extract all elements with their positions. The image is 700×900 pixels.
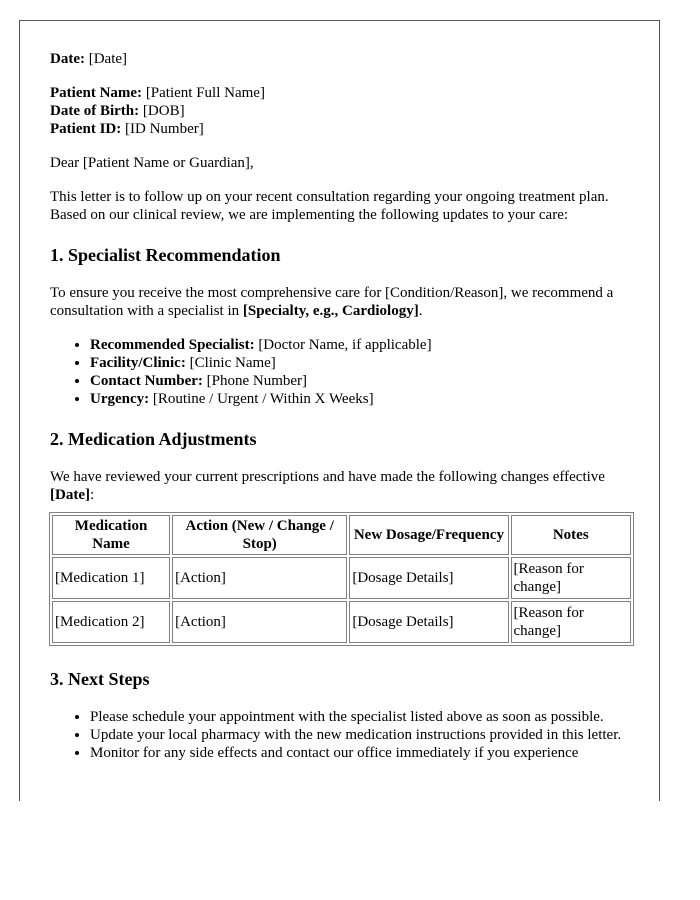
list-item	[90, 354, 635, 372]
date-value: [Date]	[88, 51, 128, 67]
table-cell: [Reason for change]	[511, 557, 632, 599]
urgency-label: Urgency:	[90, 391, 150, 407]
facility-value: [Clinic Name]	[185, 355, 276, 371]
table-cell: [Dosage Details]	[349, 601, 508, 643]
contact-label: Contact Number:	[90, 373, 203, 389]
dob-line	[50, 102, 635, 120]
specialty-placeholder: [Specialty, e.g., Cardiology]	[242, 303, 419, 319]
urgency-value: [Routine / Urgent / Within X Weeks]	[149, 391, 374, 407]
header-new-dosage: New Dosage/Frequency	[349, 515, 508, 555]
header-action: Action (New / Change / Stop)	[172, 515, 347, 555]
table-header-row	[52, 515, 631, 555]
next-steps-list	[50, 708, 635, 762]
contact-value: [Phone Number]	[202, 373, 308, 389]
patient-id-value: [ID Number]	[125, 121, 204, 137]
table-cell: [Reason for change]	[511, 601, 632, 643]
intro-paragraph: This letter is to follow up on your recent consultation regarding your ongoing treatment plan. Based on our clinical review, we are implementing the following updates to your care:	[50, 189, 609, 223]
table-row	[52, 557, 631, 599]
section1-paragraph-end: .	[418, 303, 423, 319]
dob-value: [DOB]	[142, 103, 185, 119]
table-cell: [Medication 2]	[52, 601, 170, 643]
specialist-label: Recommended Specialist:	[90, 337, 255, 353]
medication-table	[49, 512, 634, 646]
section2-paragraph-end: :	[89, 487, 95, 503]
greeting: Dear [Patient Name or Guardian],	[50, 155, 254, 171]
dob-label: Date of Birth:	[50, 103, 140, 119]
list-item: • Monitor for any side effects and contact our office immediately if you experience	[90, 744, 635, 762]
table-cell: [Dosage Details]	[349, 557, 508, 599]
section1-paragraph-text: To ensure you receive the most comprehensive care for [Condition/Reason], we recommend a consultation with a specialist in	[50, 285, 614, 319]
table-cell: [Action]	[172, 557, 347, 599]
patient-name-line	[50, 84, 635, 102]
specialist-value: [Doctor Name, if applicable]	[254, 337, 432, 353]
patient-name-label: Patient Name:	[50, 85, 143, 101]
list-item: • Please schedule your appointment with the specialist listed above as soon as possible.	[90, 708, 635, 726]
specialist-details-list	[50, 336, 635, 408]
header-notes: Notes	[511, 515, 632, 555]
patient-info	[50, 84, 635, 138]
table-cell: [Action]	[172, 601, 347, 643]
letter-page	[19, 20, 660, 801]
patient-id-line	[50, 120, 635, 138]
patient-id-label: Patient ID:	[50, 121, 122, 137]
patient-name-value: [Patient Full Name]	[145, 85, 265, 101]
section2-paragraph	[50, 468, 635, 504]
list-item	[90, 372, 635, 390]
letter-content	[50, 50, 635, 782]
section2-paragraph-text: We have reviewed your current prescriptions and have made the following changes effective	[50, 469, 605, 485]
list-item	[90, 336, 635, 354]
facility-label: Facility/Clinic:	[90, 355, 186, 371]
table-cell: [Medication 1]	[52, 557, 170, 599]
list-item	[90, 390, 635, 408]
section1-paragraph	[50, 284, 635, 320]
date-label: Date:	[50, 51, 85, 67]
list-item: • Update your local pharmacy with the new medication instructions provided in this letter.	[90, 726, 635, 744]
date-line	[50, 50, 635, 68]
effective-date-placeholder: [Date]	[50, 487, 90, 503]
section3-heading: 3. Next Steps	[50, 669, 150, 689]
section1-heading: 1. Specialist Recommendation	[50, 245, 281, 265]
section2-heading: 2. Medication Adjustments	[50, 429, 257, 449]
table-row	[52, 601, 631, 643]
header-medication-name: Medication Name	[52, 515, 170, 555]
